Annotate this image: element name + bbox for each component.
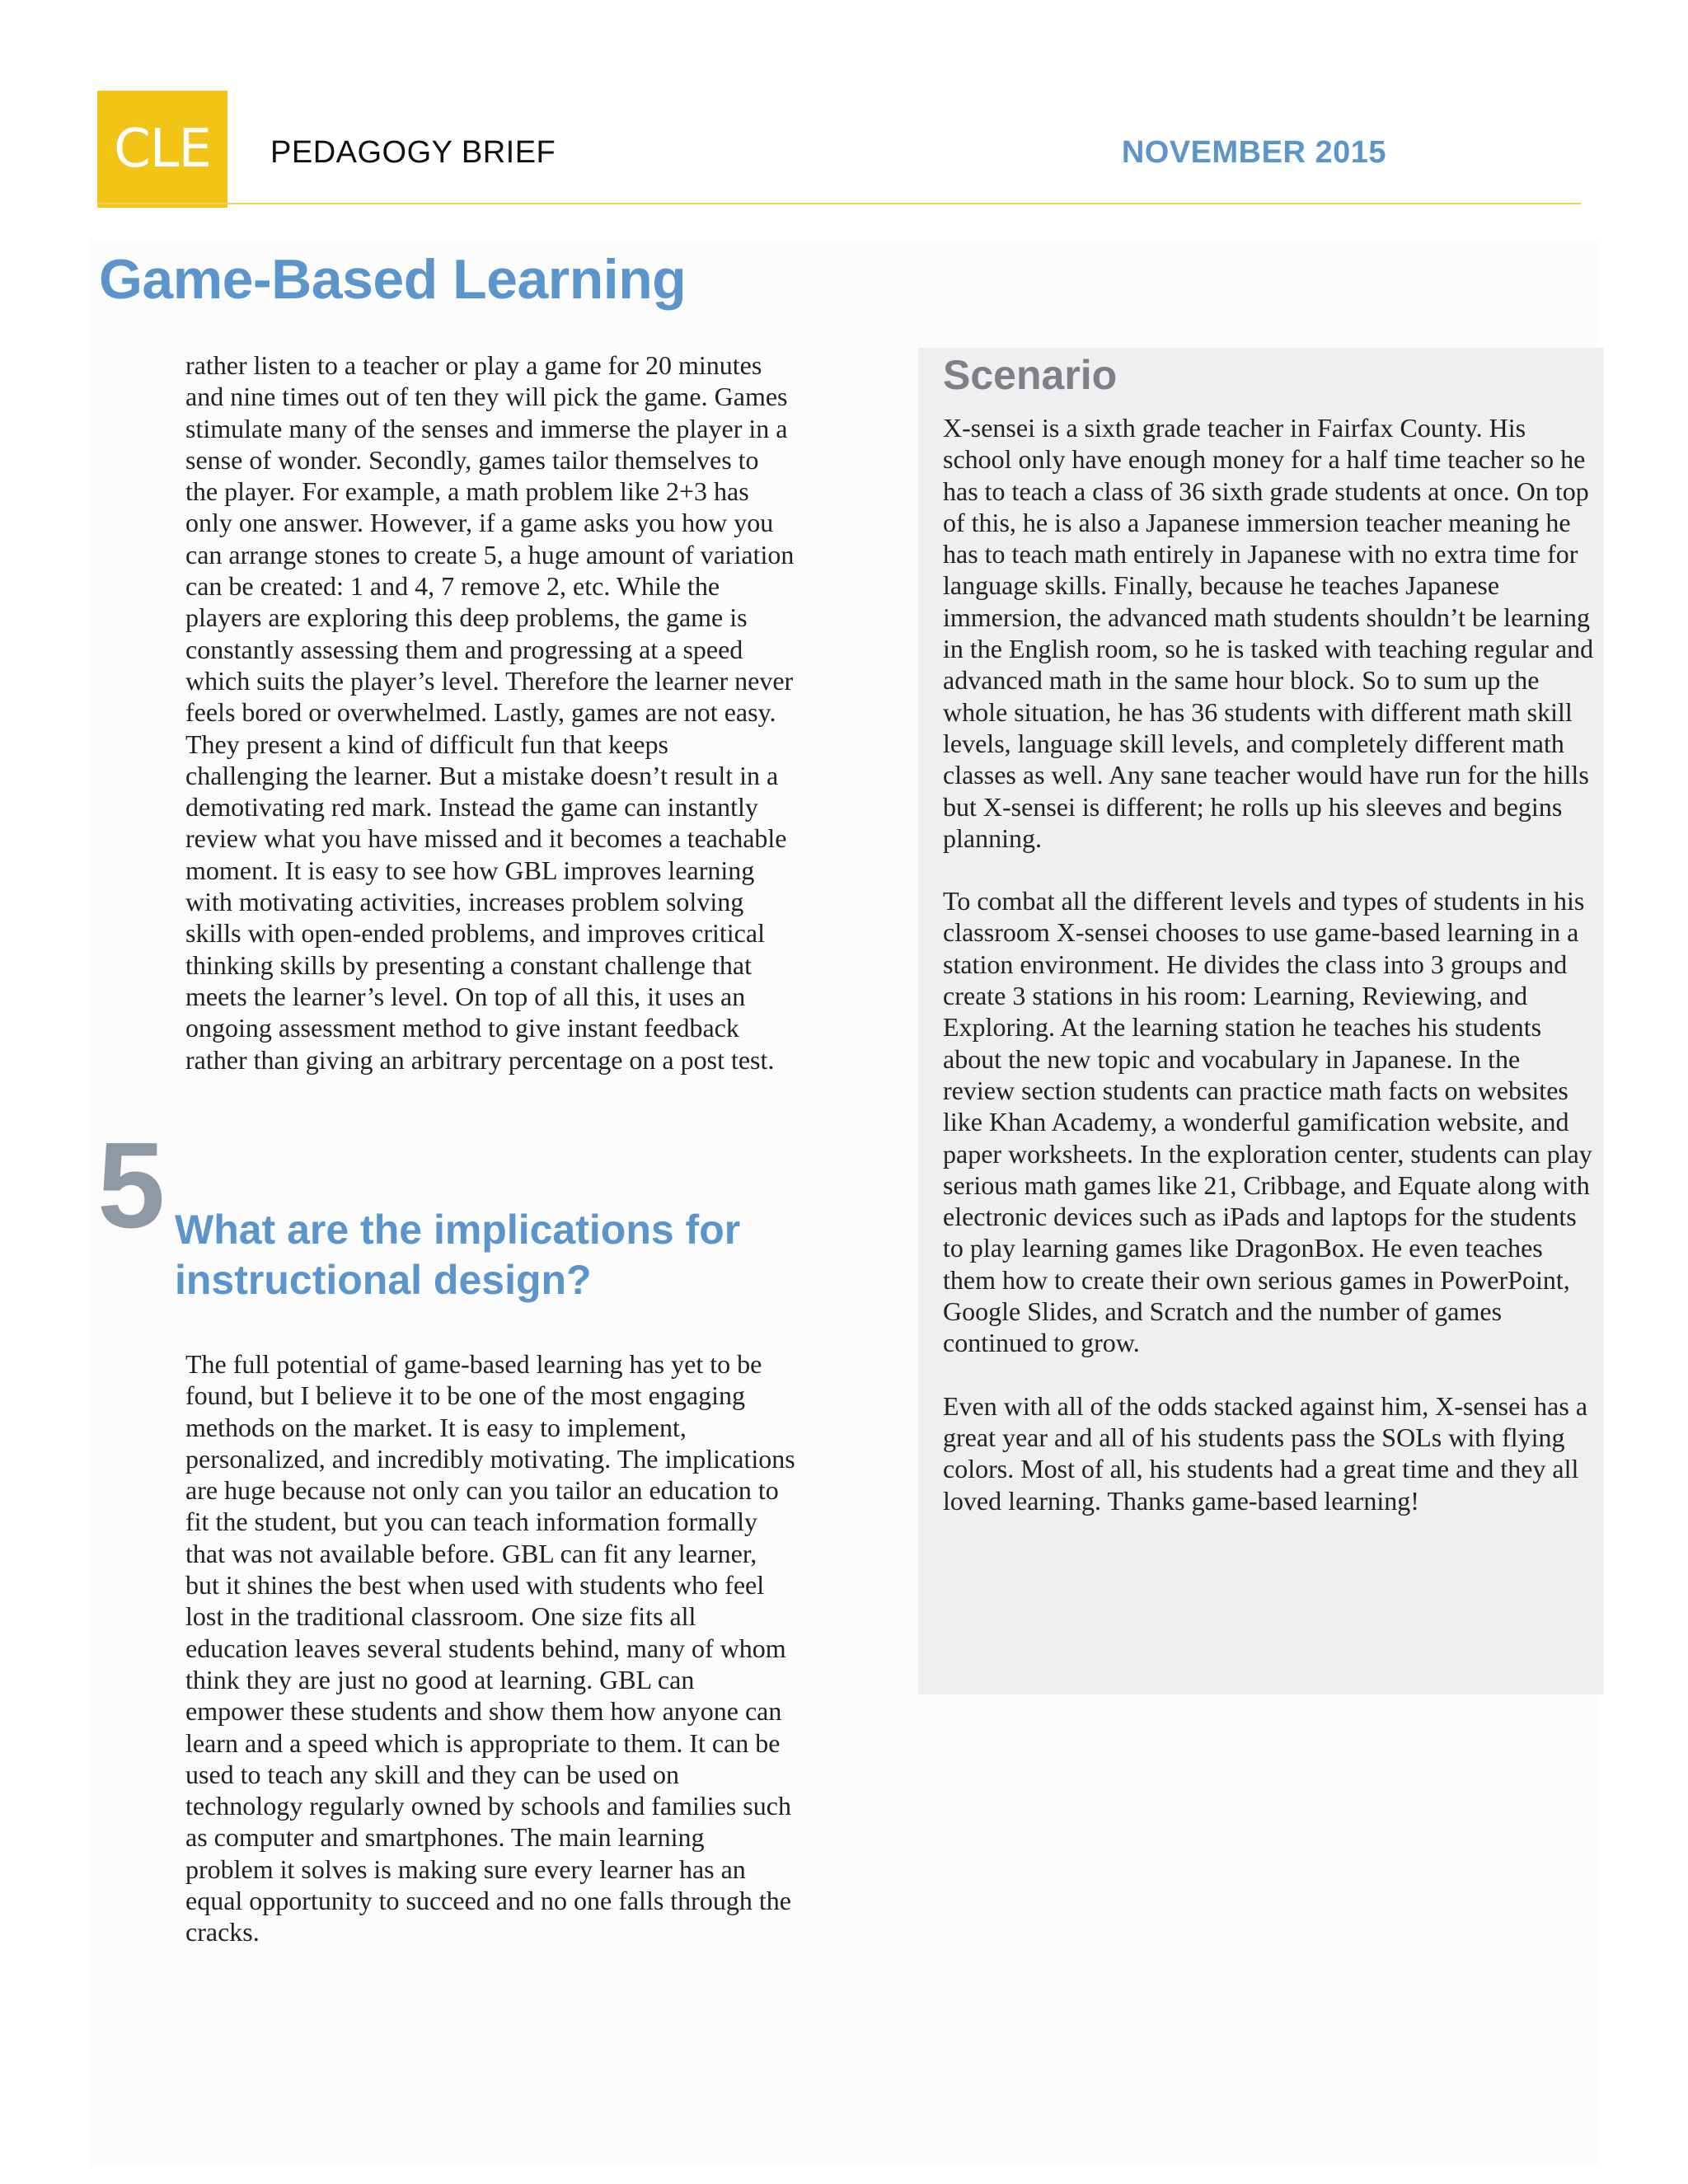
logo-text: CLE (114, 119, 211, 180)
scenario-body (943, 412, 1594, 1548)
brief-label: PEDAGOGY BRIEF (270, 135, 556, 170)
scenario-paragraph: To combat all the different levels and types of students in his classroom X-sensei chooses to use game-based learning in a station environment. He divides the class into 3 groups and create 3 stations in his room: Learning, Reviewing, and Exploring. At the learning station he teaches his students about the new topic and vocabulary in Japanese. In the review section students can practice math facts on websites like Khan Academy, a wonderful gamification website, and paper worksheets. In the exploration center, students can play serious math games like 21, Cribbage, and Equate along with electronic devices such as iPads and laptops for the students to play learning games like DragonBox. He even teaches them how to create their own serious games in PowerPoint, Google Slides, and Scratch and the number of games continued to grow. (943, 886, 1592, 1358)
section-body-paragraph: The full potential of game-based learning has yet to be found, but I believe it to be one of the most engaging methods on the market. It is easy to implement, personalized, and incredibly motivating. The implications are huge because not only can you tailor an education to fit the student, but you can teach information formally that was not available before. GBL can fit any learner, but it shines the best when used with students who feel lost in the traditional classroom. One size fits all education leaves several students behind, many of whom think they are just no good at learning. GBL can empower these students and show them how anyone can learn and a speed which is appropriate to them. It can be used to teach any skill and they can be used on technology regularly owned by schools and families such as computer and smartphones. The main learning problem it solves is making sure every learner has an equal opportunity to succeed and no one falls through the cracks. (185, 1349, 795, 1947)
scenario-paragraph: X-sensei is a sixth grade teacher in Fairfax County. His school only have enough money for a half time teacher so he has to teach a class of 36 sixth grade students at once. On top of this, he is also a Japanese immersion teacher meaning he has to teach math entirely in Japanese with no extra time for language skills. Finally, because he teaches Japanese immersion, the advanced math students shouldn’t be learning in the English room, so he is tasked with teaching regular and advanced math in the same hour block. So to sum up the whole situation, he has 36 students with different math skill levels, language skill levels, and completely different math classes as well. Any sane teacher would have run for the hills but X-sensei is different; he rolls up his sleeves and begins planning. (943, 413, 1594, 853)
section-heading (175, 1205, 801, 1305)
scenario-title: Scenario (943, 352, 1118, 398)
cle-logo (97, 91, 227, 208)
scenario-sidebar (918, 348, 1604, 1694)
intro-paragraph: rather listen to a teacher or play a game for 20 minutes and nine times out of ten they will pick the game. Games stimulate many of the senses and immerse the player in a sense of wonder. Secondly, games tailor themselves to the player. For example, a math problem like 2+3 has only one answer. However, if a game asks you how you can arrange stones to create 5, a huge amount of variation can be created: 1 and 4, 7 remove 2, etc. While the players are exploring this deep problems, the game is constantly assessing them and progressing at a speed which suits the player’s level. Therefore the learner never feels bored or overwhelmed. Lastly, games are not easy. They present a kind of difficult fun that keeps challenging the learner. But a mistake doesn’t result in a demotivating red mark. Instead the game can instantly review what you have missed and it becomes a teachable moment. It is easy to see how GBL improves learning with motivating activities, increases problem solving skills with open-ended problems, and improves critical thinking skills by presenting a constant challenge that meets the learner’s level. On top of all this, it uses an ongoing assessment method to give instant feedback rather than giving an arbitrary percentage on a post test. (185, 350, 795, 1075)
section-heading-text: What are the implications for instructional design? (175, 1207, 741, 1303)
header-divider (97, 203, 1581, 204)
publication-date: NOVEMBER 2015 (1121, 135, 1386, 170)
page-title: Game-Based Learning (99, 248, 687, 311)
section-number: 5 (97, 1118, 166, 1254)
scenario-paragraph: Even with all of the odds stacked against him, X-sensei has a great year and all of his students pass the SOLs with flying colors. Most of all, his students had a great time and they all loved learning. Thanks game-based learning! (943, 1390, 1588, 1516)
